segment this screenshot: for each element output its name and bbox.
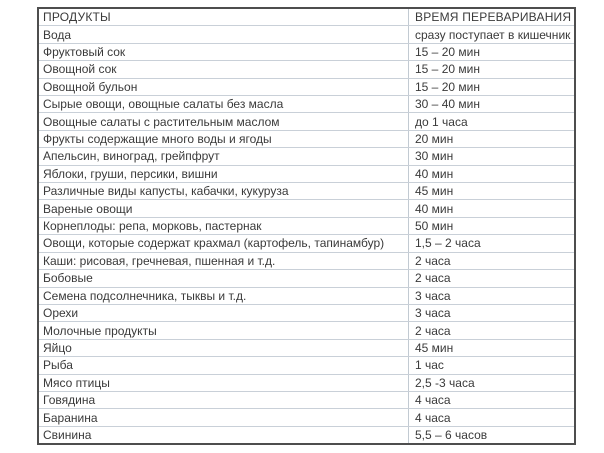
table-row — [39, 252, 574, 269]
time-cell: 40 мин — [415, 201, 454, 216]
time-cell: 2 часа — [415, 323, 451, 338]
product-cell: Мясо птицы — [39, 375, 409, 391]
table-row — [39, 182, 574, 199]
time-cell: 15 – 20 мин — [415, 62, 480, 77]
product-cell: Рыба — [39, 357, 409, 373]
time-cell: 1 час — [415, 358, 444, 373]
time-cell: 5,5 – 6 часов — [415, 427, 488, 442]
table-row — [39, 165, 574, 182]
product-cell: Яйцо — [39, 340, 409, 356]
product-cell: Яблоки, груши, персики, вишни — [39, 166, 409, 182]
time-cell: 2,5 -3 часа — [415, 375, 475, 390]
digestion-times-table — [37, 7, 576, 445]
product-cell: Фрукты содержащие много воды и ягоды — [39, 131, 409, 147]
table-row — [39, 408, 574, 425]
time-cell: 45 мин — [415, 184, 454, 199]
product-cell: Овощной бульон — [39, 79, 409, 95]
time-cell: 15 – 20 мин — [415, 45, 480, 60]
product-cell: Овощной сок — [39, 61, 409, 77]
table-row — [39, 304, 574, 321]
header-digestion-time: ВРЕМЯ ПЕРЕВАРИВАНИЯ — [415, 10, 572, 25]
product-cell: Молочные продукты — [39, 322, 409, 338]
time-cell: 3 часа — [415, 288, 451, 303]
table-row — [39, 356, 574, 373]
time-cell: 30 мин — [415, 149, 454, 164]
table-row — [39, 426, 574, 443]
table-row — [39, 25, 574, 42]
table-row — [39, 199, 574, 216]
time-cell: 2 часа — [415, 253, 451, 268]
table-row — [39, 339, 574, 356]
product-cell: Свинина — [39, 427, 409, 443]
time-cell: 30 – 40 мин — [415, 97, 480, 112]
time-cell: 1,5 – 2 часа — [415, 236, 481, 251]
table-row — [39, 95, 574, 112]
time-cell: до 1 часа — [415, 114, 468, 129]
time-cell: 50 мин — [415, 219, 454, 234]
product-cell: Апельсин, виноград, грейпфрут — [39, 148, 409, 164]
time-cell: 45 мин — [415, 340, 454, 355]
time-cell: 2 часа — [415, 271, 451, 286]
product-cell: Корнеплоды: репа, морковь, пастернак — [39, 218, 409, 234]
product-cell: Бобовые — [39, 270, 409, 286]
table-row — [39, 78, 574, 95]
table-header-row — [39, 9, 574, 25]
table-row — [39, 321, 574, 338]
product-cell: Овощные салаты с растительным маслом — [39, 113, 409, 129]
product-cell: Семена подсолнечника, тыквы и т.д. — [39, 288, 409, 304]
time-cell: 4 часа — [415, 393, 451, 408]
product-cell: Орехи — [39, 305, 409, 321]
product-cell: Овощи, которые содержат крахмал (картофель, тапинамбур) — [39, 235, 409, 251]
product-cell: Сырые овощи, овощные салаты без масла — [39, 96, 409, 112]
product-cell: Баранина — [39, 409, 409, 425]
product-cell: Говядина — [39, 392, 409, 408]
time-cell: 20 мин — [415, 132, 454, 147]
table-row — [39, 391, 574, 408]
time-cell: сразу поступает в кишечник — [415, 27, 571, 42]
table-row — [39, 234, 574, 251]
table-row — [39, 269, 574, 286]
product-cell: Вареные овощи — [39, 200, 409, 216]
table-row — [39, 130, 574, 147]
time-cell: 40 мин — [415, 166, 454, 181]
time-cell: 15 – 20 мин — [415, 79, 480, 94]
table-row — [39, 112, 574, 129]
product-cell: Различные виды капусты, кабачки, кукуруза — [39, 183, 409, 199]
time-cell: 4 часа — [415, 410, 451, 425]
product-cell: Вода — [39, 26, 409, 42]
table-row — [39, 43, 574, 60]
table-row — [39, 60, 574, 77]
table-row — [39, 147, 574, 164]
table-row — [39, 374, 574, 391]
product-cell: Каши: рисовая, гречневая, пшенная и т.д. — [39, 253, 409, 269]
header-products: ПРОДУКТЫ — [39, 9, 409, 25]
time-cell: 3 часа — [415, 306, 451, 321]
table-row — [39, 217, 574, 234]
product-cell: Фруктовый сок — [39, 44, 409, 60]
table-row — [39, 287, 574, 304]
